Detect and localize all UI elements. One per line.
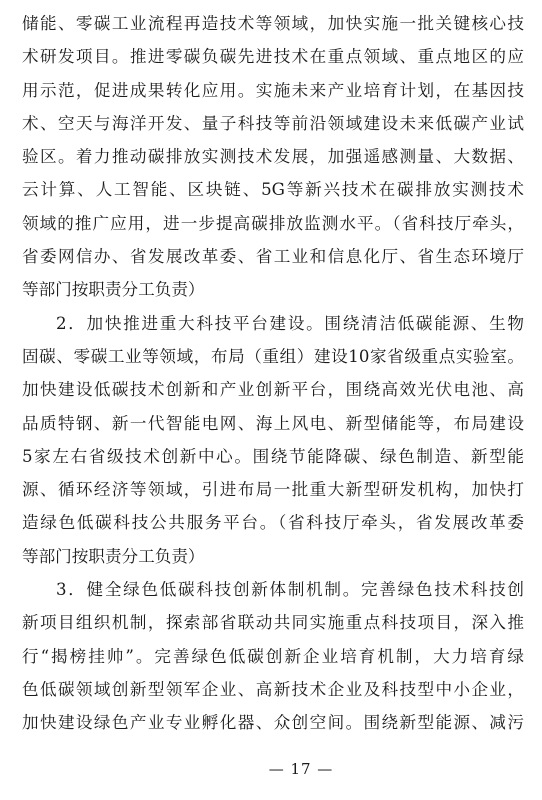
text-line: 5家左右省级技术创新中心。围绕节能降碳、绿色制造、新型能 (22, 446, 524, 466)
page-footer (0, 760, 542, 778)
text-line: 加快建设绿色产业专业孵化器、众创空间。围绕新型能源、减污 (22, 713, 524, 733)
text-line: 省委网信办、省发展改革委、省工业和信息化厅、省生态环境厅 (22, 247, 524, 267)
paragraph-start-line: 3．健全绿色低碳科技创新体制机制。完善绿色技术科技创 (56, 580, 524, 600)
text-line: 造绿色低碳科技公共服务平台。（省科技厅牵头，省发展改革委 (22, 513, 524, 533)
text-line: 源、循环经济等领域，引进布局一批重大新型研发机构，加快打 (22, 480, 524, 500)
text-line: 术、空天与海洋开发、量子科技等前沿领域建设未来低碳产业试 (22, 113, 524, 133)
text-line: 固碳、零碳工业等领域，布局（重组）建设10家省级重点实验室。 (22, 346, 524, 366)
text-line: 行“揭榜挂帅”。完善绿色低碳创新企业培育机制，大力培育绿 (22, 646, 524, 666)
text-line: 新项目组织机制，探索部省联动共同实施重点科技项目，深入推 (22, 613, 524, 633)
text-line: 加快建设低碳技术创新和产业创新平台，围绕高效光伏电池、高 (22, 380, 524, 400)
text-line: 储能、零碳工业流程再造技术等领域，加快实施一批关键核心技 (22, 14, 524, 33)
text-line: 等部门按职责分工负责） (22, 280, 205, 300)
text-line: 品质特钢、新一代智能电网、海上风电、新型储能等，布局建设 (22, 413, 524, 433)
text-line: 用示范，促进成果转化应用。实施未来产业培育计划，在基因技 (22, 80, 524, 100)
text-line: 验区。着力推动碳排放实测技术发展，加强遥感测量、大数据、 (22, 147, 524, 167)
text-line: 等部门按职责分工负责） (22, 546, 205, 566)
text-line: 术研发项目。推进零碳负碳先进技术在重点领域、重点地区的应 (22, 47, 524, 67)
paragraph-start-line: 2．加快推进重大科技平台建设。围绕清洁低碳能源、生物 (56, 313, 524, 333)
text-line: 云计算、人工智能、区块链、5G等新兴技术在碳排放实测技术 (22, 180, 524, 200)
page-number: — 17 — (268, 760, 334, 778)
text-line: 色低碳领域创新型领军企业、高新技术企业及科技型中小企业， (22, 679, 524, 699)
document-body (22, 7, 524, 740)
text-line: 领域的推广应用，进一步提高碳排放监测水平。（省科技厅牵头， (22, 213, 524, 233)
